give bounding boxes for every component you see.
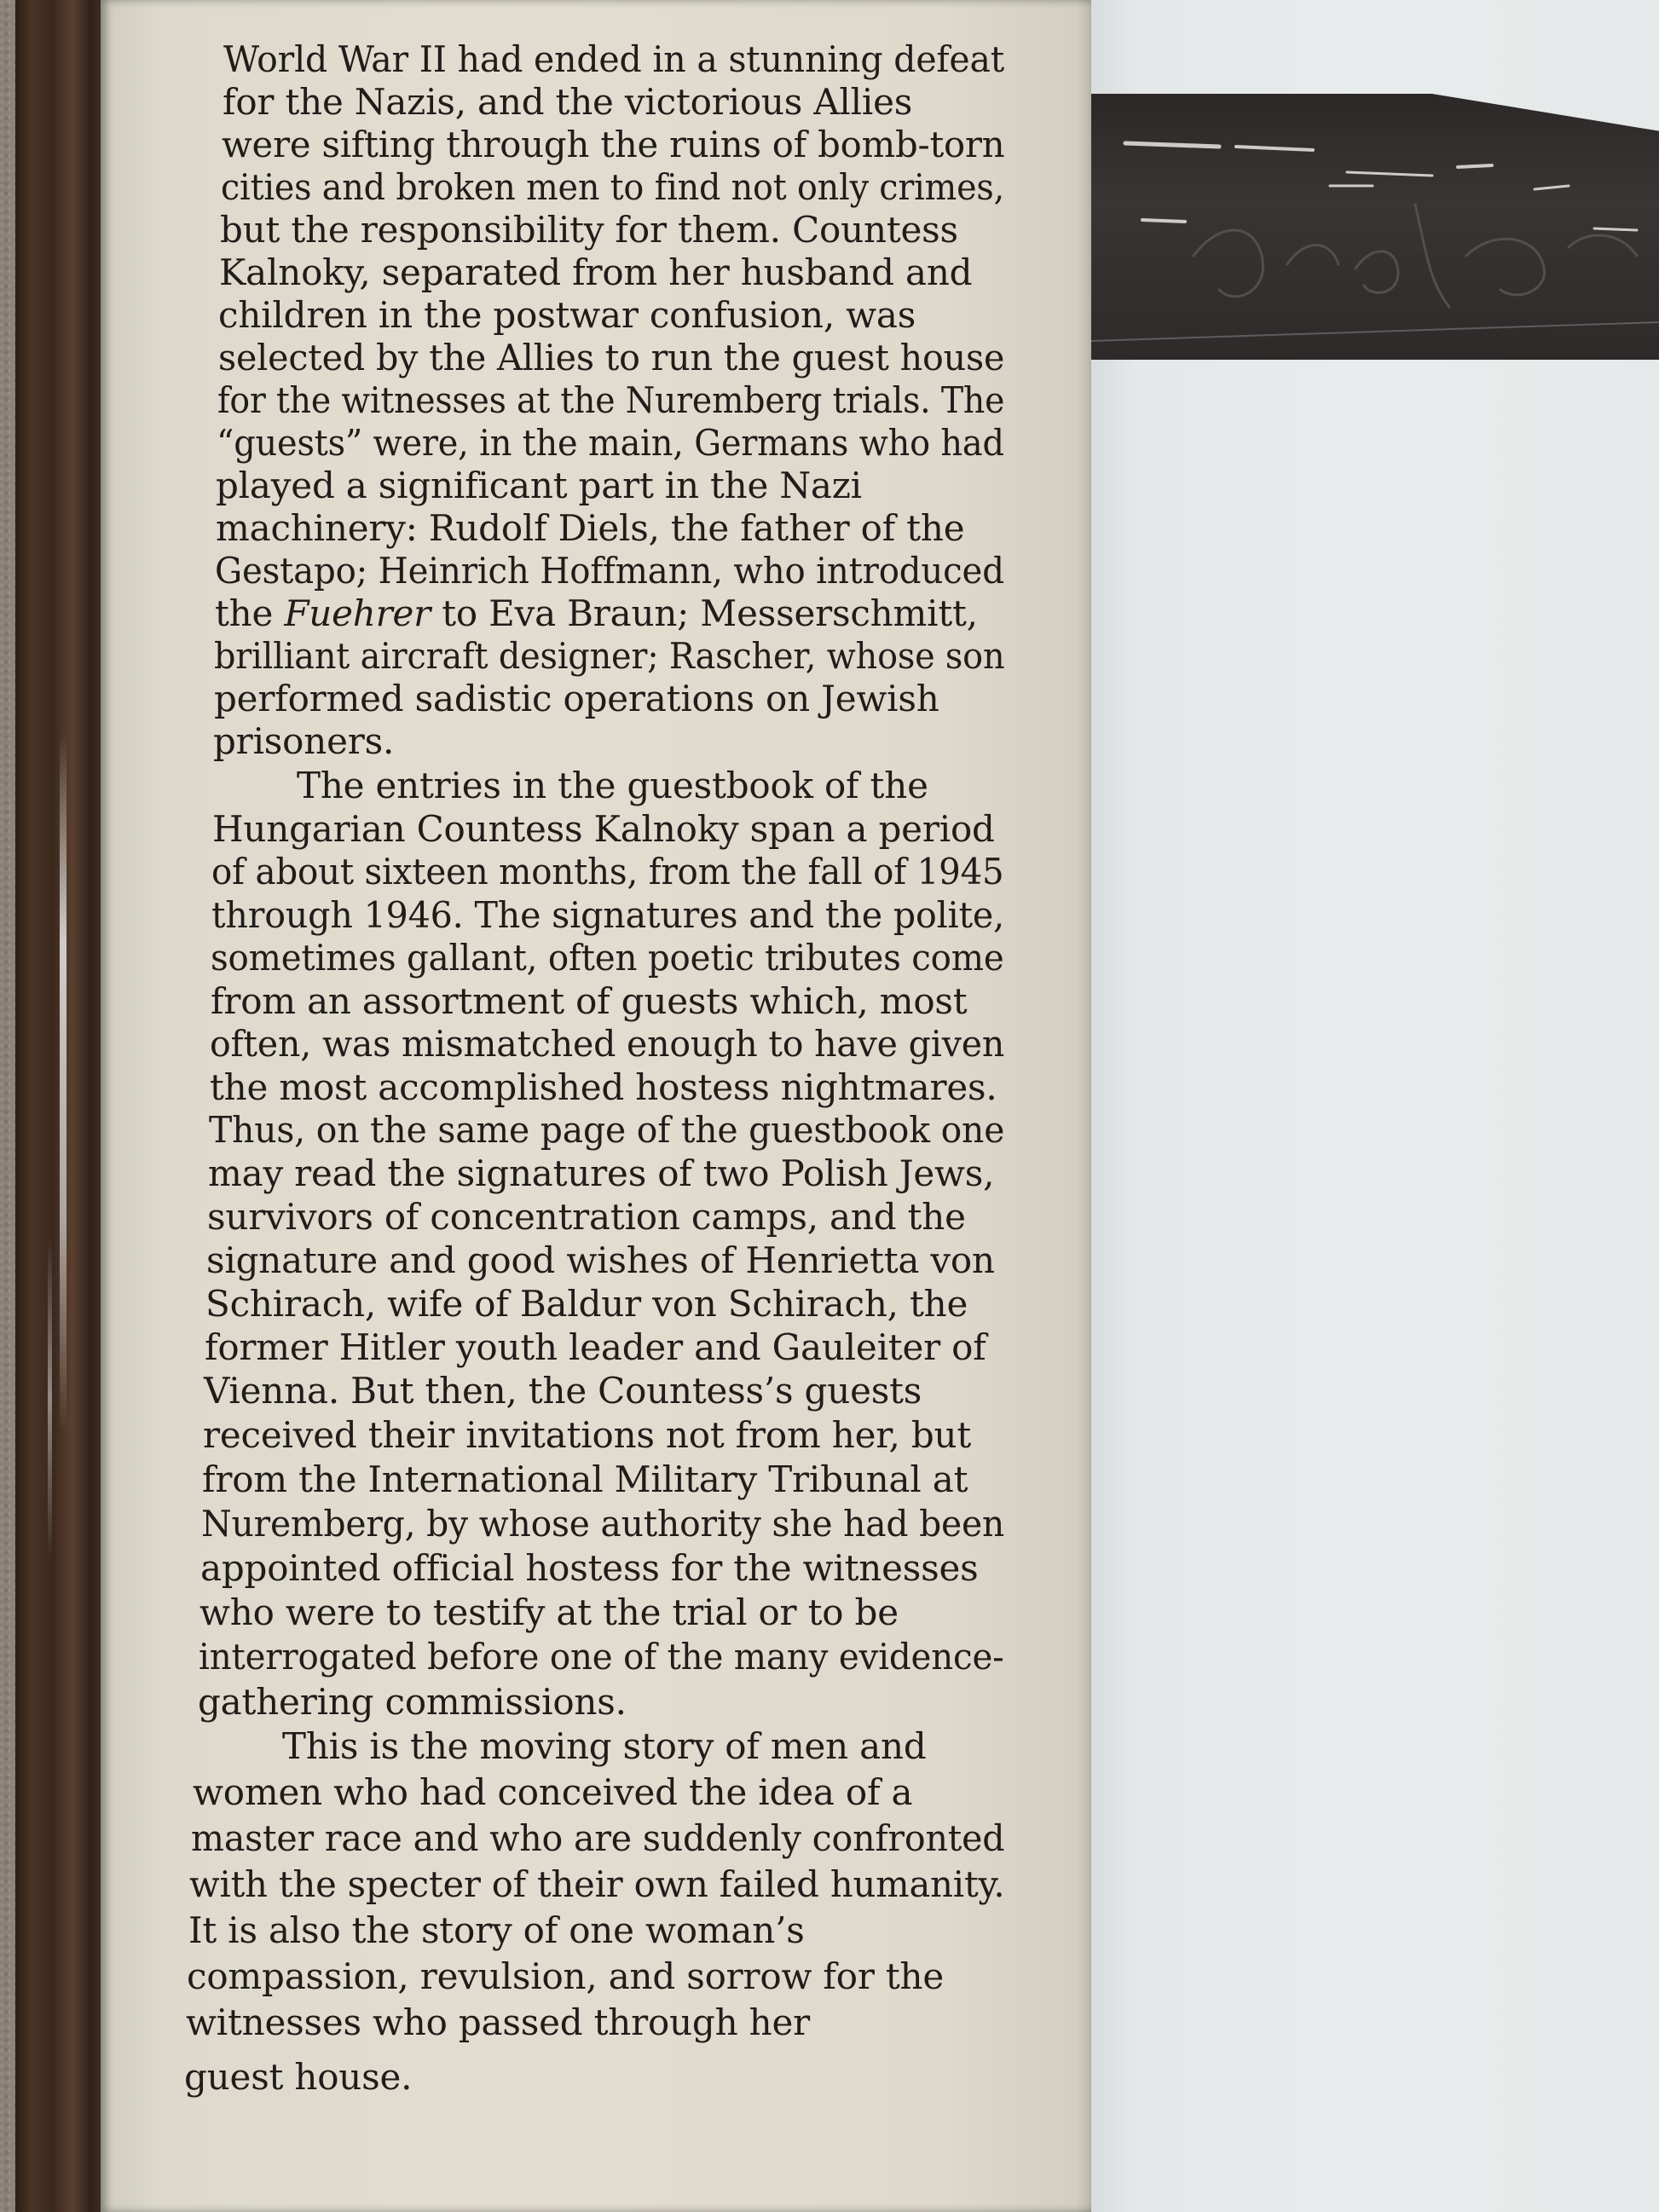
- text-line: cities and broken men to find not only crimes,: [221, 166, 1005, 208]
- cover-gloss-highlight-secondary: [48, 1236, 52, 1560]
- text-line: Gestapo; Heinrich Hoffmann, who introduced: [215, 550, 1004, 592]
- text-line: World War II had ended in a stunning defeat: [223, 38, 1005, 80]
- text-line: Thus, on the same page of the guestbook one: [209, 1109, 1005, 1151]
- text-line: women who had conceived the idea of a: [193, 1771, 913, 1813]
- text-line: of about sixteen months, from the fall of 1945: [211, 851, 1004, 892]
- text-line: Schirach, wife of Baldur von Schirach, the: [205, 1283, 968, 1325]
- text-line: “guests” were, in the main, Germans who had: [217, 422, 1004, 464]
- text-line: but the responsibility for them. Countess: [220, 209, 958, 251]
- text-line: children in the postwar confusion, was: [218, 294, 916, 336]
- text-line: brilliant aircraft designer; Rascher, whose son: [214, 635, 1005, 677]
- text-line: Kalnoky, separated from her husband and: [219, 251, 973, 293]
- paragraph-start-line: The entries in the guestbook of the: [297, 765, 928, 806]
- text-line: through 1946. The signatures and the polite,: [211, 894, 1004, 936]
- text-line: compassion, revulsion, and sorrow for the: [187, 1955, 945, 1997]
- text-line: Hungarian Countess Kalnoky span a period: [212, 808, 995, 850]
- italic-term: Fuehrer: [284, 592, 431, 634]
- text-line: guest house.: [184, 2056, 413, 2098]
- text-line: former Hitler youth leader and Gauleiter of: [205, 1326, 986, 1368]
- paragraph-start-line: This is the moving story of men and: [282, 1725, 927, 1767]
- text-line: selected by the Allies to run the guest house: [218, 337, 1005, 378]
- text-line: interrogated before one of the many evidence-: [199, 1636, 1004, 1678]
- text-line: the most accomplished hostess nightmares.: [210, 1066, 997, 1108]
- text-line: received their invitations not from her, but: [203, 1414, 972, 1456]
- text-line: Vienna. But then, the Countess’s guests: [204, 1370, 922, 1412]
- text-line: for the Nazis, and the victorious Allies: [223, 81, 913, 123]
- inscription-strokes: [1091, 94, 1659, 360]
- text-line: who were to testify at the trial or to be: [199, 1591, 899, 1633]
- text-line: signature and good wishes of Henrietta von: [206, 1239, 995, 1281]
- text-line: played a significant part in the Nazi: [216, 465, 862, 506]
- text-line: with the specter of their own failed humanity.: [189, 1863, 1005, 1905]
- text-line: from an assortment of guests which, most: [211, 980, 968, 1022]
- cover-gloss-highlight: [60, 733, 66, 1432]
- text-line: witnesses who passed through her: [186, 2001, 811, 2043]
- handwritten-inscription-band: [1091, 94, 1659, 360]
- text-line: Nuremberg, by whose authority she had been: [201, 1503, 1005, 1545]
- text-line: sometimes gallant, often poetic tributes come: [211, 937, 1004, 979]
- text-line: appointed official hostess for the witnesses: [200, 1547, 979, 1589]
- text-line: may read the signatures of two Polish Jews,: [208, 1152, 995, 1194]
- text-line: from the International Military Tribunal at: [202, 1458, 968, 1500]
- text-line-with-italic: the Fuehrer to Eva Braun; Messerschmitt,: [215, 592, 978, 634]
- text-line: gathering commissions.: [198, 1681, 627, 1723]
- text-line: were sifting through the ruins of bomb-torn: [222, 124, 1005, 165]
- text-line: for the witnesses at the Nuremberg trials. The: [217, 379, 1005, 421]
- text-line: performed sadistic operations on Jewish: [214, 678, 939, 719]
- text-line: master race and who are suddenly confronted: [191, 1817, 1005, 1859]
- text-line: survivors of concentration camps, and the: [207, 1196, 966, 1238]
- text-line: It is also the story of one woman’s: [188, 1909, 805, 1951]
- text-line: often, was mismatched enough to have given: [210, 1023, 1005, 1065]
- text-line: prisoners.: [213, 720, 395, 762]
- text-line: machinery: Rudolf Diels, the father of the: [216, 507, 965, 549]
